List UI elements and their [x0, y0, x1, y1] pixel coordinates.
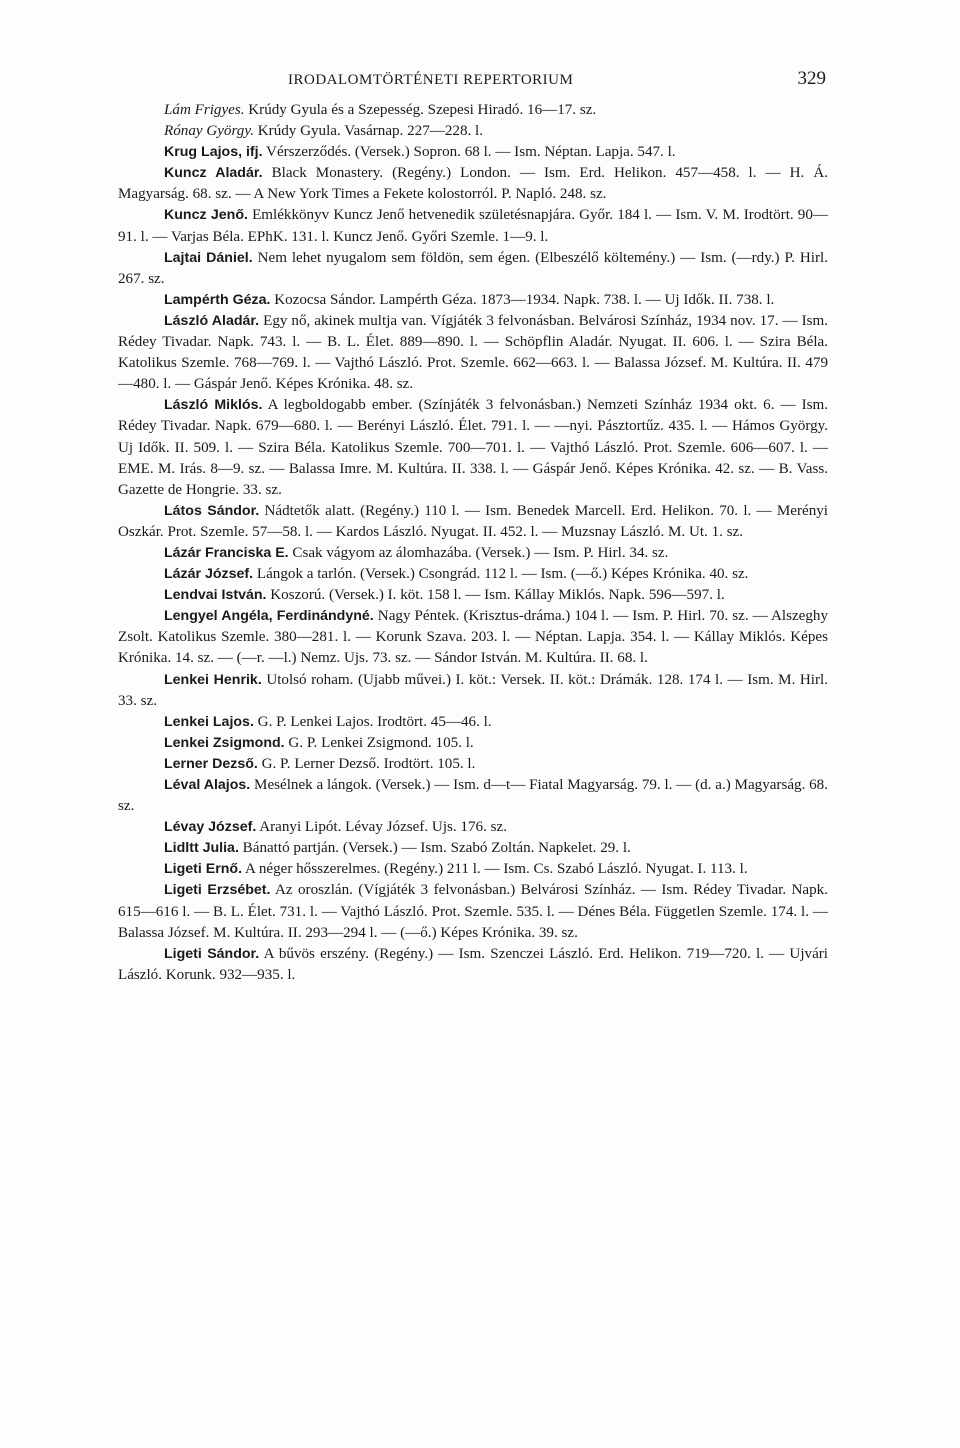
entry-author: Lendvai István. — [164, 587, 267, 604]
entry-text: Nem lehet nyugalom sem földön, sem égen. (Elbeszélő költemény.) — Ism. (—rdy.) P. Hirl. 267. sz. — [118, 249, 828, 287]
bibliography-entry — [118, 817, 828, 838]
entry-author: Kuncz Jenő. — [164, 207, 248, 224]
entry-author: Krug Lajos, ifj. — [164, 144, 263, 161]
entry-author: Lám Frigyes. — [164, 102, 245, 118]
bibliography-entry — [118, 754, 828, 775]
entry-text: A bűvös erszény. (Regény.) — Ism. Szenczei László. Erd. Helikon. 719—720. l. — Ujvári László. Korunk. 932—935. l. — [118, 945, 828, 983]
entry-text: Nagy Péntek. (Krisztus-dráma.) 104 l. — Ism. P. Hirl. 70. sz. — Alszeghy Zsolt. Katolikus Szemle. 380—281. l. — Korunk Szava. 203. l. — Néptan. Lapja. 354. l. — Kállay Miklós. Képes Krónika. 14. sz. — (—r. —l.) Nemz. Ujs. 73. sz. — Sándor István. M. Kultúra. II. 68. l. — [118, 608, 828, 667]
bibliography-entry — [118, 543, 828, 564]
entry-text: G. P. Lenkei Lajos. Irodtört. 45—46. l. — [257, 713, 492, 730]
entry-text: Krúdy Gyula és a Szepesség. Szepesi Hiradó. 16—17. sz. — [248, 102, 597, 118]
bibliography-list — [118, 100, 828, 986]
entry-author: Lenkei Henrik. — [164, 671, 262, 688]
entry-text: Az oroszlán. (Vígjáték 3 felvonásban.) Belvárosi Színház. — Ism. Rédey Tivadar. Napk. 615—616 l. — B. L. Élet. 731. l. — Vajthó László. Prot. Szemle. 535. l. — Dénes Béla. Független Szemle. 174. l. — Balassa József. M. Kultúra. II. 293—294 l. — (—ő.) Képes Krónika. 39. sz. — [118, 882, 828, 941]
bibliography-entry — [118, 142, 828, 163]
entry-author: Rónay György. — [164, 123, 254, 140]
entry-text: Lángok a tarlón. (Versek.) Csongrád. 112 l. — Ism. (—ő.) Képes Krónika. 40. sz. — [256, 566, 749, 583]
bibliography-entry — [118, 564, 828, 585]
entry-text: Utolsó roham. (Ujabb művei.) I. köt.: Versek. II. köt.: Drámák. 128. 174 l. — Ism. M. Hirl. 33. sz. — [118, 671, 828, 709]
bibliography-entry — [118, 311, 828, 395]
page-header — [118, 64, 828, 94]
entry-text: Kozocsa Sándor. Lampérth Géza. 1873—1934. Napk. 738. l. — Uj Idők. II. 738. l. — [274, 291, 775, 308]
entry-text: Aranyi Lipót. Lévay József. Ujs. 176. sz. — [259, 819, 507, 836]
bibliography-entry — [118, 712, 828, 733]
entry-author: Lenkei Zsigmond. — [164, 734, 285, 751]
entry-author: Lidltt Julia. — [164, 840, 239, 857]
entry-text: Krúdy Gyula. Vasárnap. 227—228. l. — [257, 123, 484, 140]
entry-text: A néger hősszerelmes. (Regény.) 211 l. — Ism. Cs. Szabó László. Nyugat. I. 113. l. — [244, 861, 748, 878]
entry-author: Léval Alajos. — [164, 777, 251, 793]
bibliography-entry — [118, 585, 828, 606]
entry-author: Kuncz Aladár. — [164, 165, 263, 182]
bibliography-entry — [118, 733, 828, 754]
bibliography-entry — [118, 121, 828, 142]
entry-author: László Aladár. — [164, 312, 260, 329]
bibliography-entry — [118, 395, 828, 500]
entry-author: Lenkei Lajos. — [164, 713, 254, 730]
entry-author: Lévay József. — [164, 819, 257, 836]
entry-author: Ligeti Ernő. — [164, 861, 243, 878]
entry-author: Ligeti Erzsébet. — [164, 882, 271, 899]
entry-text: G. P. Lerner Dezső. Irodtört. 105. l. — [261, 755, 476, 772]
entry-text: G. P. Lenkei Zsigmond. 105. l. — [288, 734, 474, 751]
bibliography-entry — [118, 775, 828, 817]
entry-author: Lengyel Angéla, Ferdinándyné. — [164, 608, 374, 625]
entry-author: Lázár Franciska E. — [164, 544, 289, 561]
entry-author: Lampérth Géza. — [164, 291, 271, 308]
entry-author: László Miklós. — [164, 397, 263, 414]
bibliography-entry — [118, 248, 828, 290]
bibliography-entry — [118, 606, 828, 669]
bibliography-entry — [118, 163, 828, 205]
entry-text: Bánattó partján. (Versek.) — Ism. Szabó Zoltán. Napkelet. 29. l. — [242, 840, 631, 857]
entry-author: Lázár József. — [164, 566, 254, 583]
bibliography-entry — [118, 838, 828, 859]
bibliography-entry — [118, 859, 828, 880]
entry-text: Egy nő, akinek multja van. Vígjáték 3 felvonásban. Belvárosi Színház, 1934 nov. 17. — Ism. Rédey Tivadar. Napk. 743. l. — B. L. Élet. 889—890. l. — Schöpflin Aladár. Nyugat. II. 606. l. — Szira Béla. Katolikus Szemle. 768—769. l. — Vajthó László. Prot. Szemle. 662—663. l. — Balassa József. M. Kultúra. II. 479—480. l. — Gáspár Jenő. Képes Krónika. 48. sz. — [118, 312, 828, 393]
bibliography-entry — [118, 880, 828, 943]
running-title: IRODALOMTÖRTÉNETI REPERTORIUM — [288, 72, 574, 88]
bibliography-entry — [118, 501, 828, 543]
entry-author: Látos Sándor. — [164, 502, 260, 519]
bibliography-entry — [118, 205, 828, 247]
bibliography-entry — [118, 944, 828, 986]
bibliography-entry — [118, 100, 828, 121]
entry-author: Lerner Dezső. — [164, 755, 258, 772]
entry-text: Csak vágyom az álomhazába. (Versek.) — Ism. P. Hirl. 34. sz. — [292, 544, 669, 561]
entry-author: Ligeti Sándor. — [164, 945, 260, 962]
entry-text: Koszorú. (Versek.) I. köt. 158 l. — Ism. Kállay Miklós. Napk. 596—597. l. — [270, 587, 725, 604]
bibliography-entry — [118, 290, 828, 311]
page-number: 329 — [797, 68, 826, 89]
entry-text: Emlékkönyv Kuncz Jenő hetvenedik születésnapjára. Győr. 184 l. — Ism. V. M. Irodtört. 90—91. l. — Varjas Béla. EPhK. 131. l. Kuncz Jenő. Győri Szemle. 1—9. l. — [118, 207, 828, 245]
entry-text: Nádtetők alatt. (Regény.) 110 l. — Ism. Benedek Marcell. Erd. Helikon. 70. l. — Merényi Oszkár. Prot. Szemle. 57—58. l. — Kardos László. Nyugat. II. 452. l. — Muzsnay László. M. Ut. 1. sz. — [118, 502, 828, 540]
entry-author: Lajtai Dániel. — [164, 249, 253, 266]
entry-text: A legboldogabb ember. (Színjáték 3 felvonásban.) Nemzeti Színház 1934 okt. 6. — Ism. Rédey Tivadar. Napk. 679—680. l. — Berényi László. Élet. 791. l. — —nyi. Pásztortűz. 435. l. — Hámos György. Uj Idők. II. 509. l. — Szira Béla. Katolikus Szemle. 700—701. l. — Vajthó László. Prot. Szemle. 606—607. l. — EME. M. Irás. 8—9. sz. — Balassa Imre. M. Kultúra. II. 338. l. — Gáspár Jenő. Képes Krónika. 42. sz. — B. Vass. Gazette de Hongrie. 33. sz. — [118, 397, 829, 498]
entry-text: Black Monastery. (Regény.) London. — Ism. Erd. Helikon. 457—458. l. — H. Á. Magyarság. 68. sz. — A New York Times a Fekete kolostorról. P. Napló. 248. sz. — [118, 165, 829, 203]
entry-text: Mesélnek a lángok. (Versek.) — Ism. d—t— Fiatal Magyarság. 79. l. — (d. a.) Magyarság. 68. sz. — [118, 777, 829, 815]
entry-text: Vérszerződés. (Versek.) Sopron. 68 l. — Ism. Néptan. Lapja. 547. l. — [266, 144, 676, 161]
bibliography-entry — [118, 670, 828, 712]
